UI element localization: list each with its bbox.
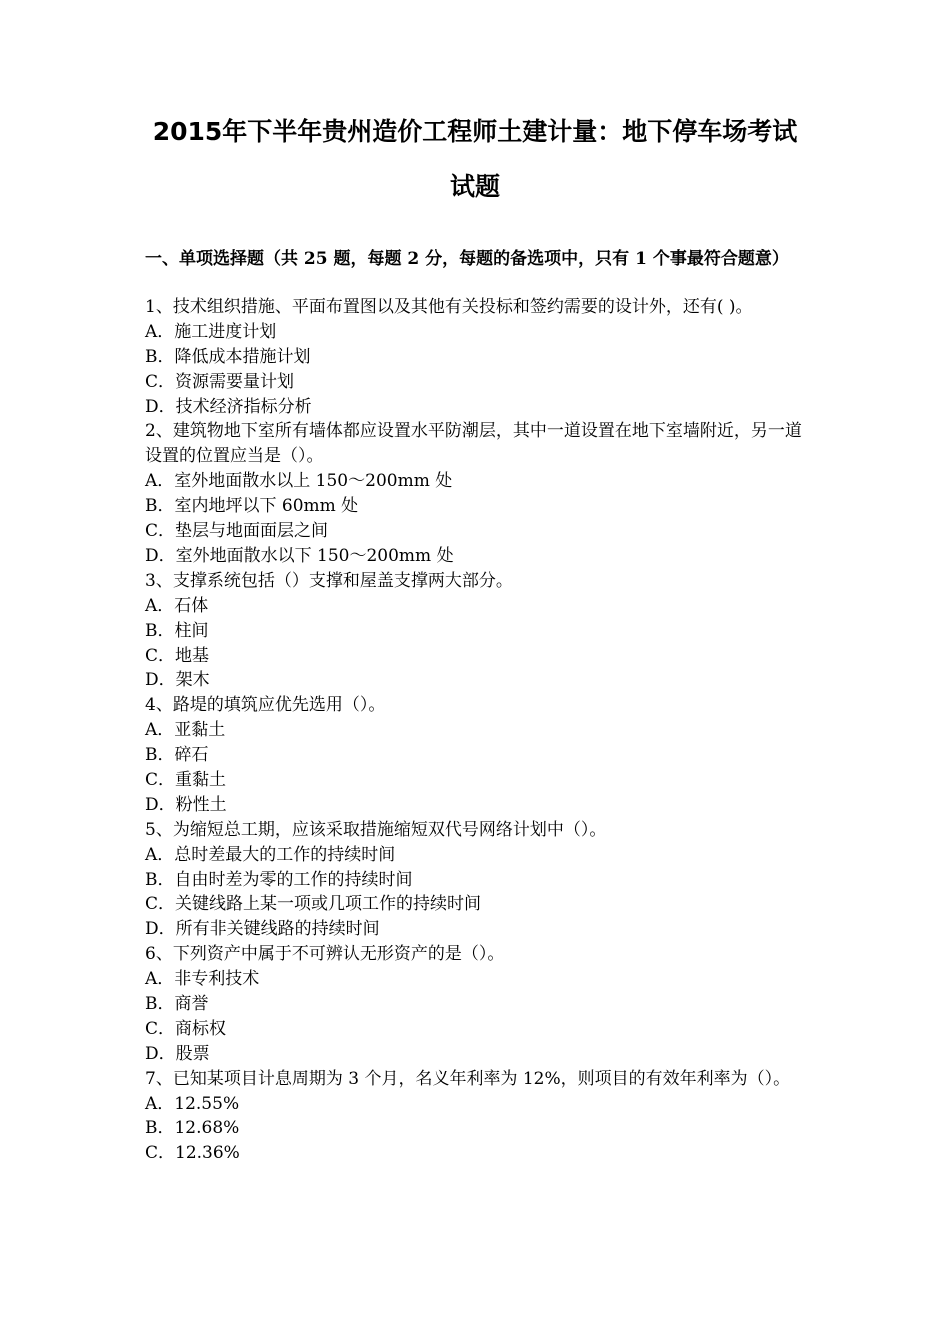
question-list: [145, 295, 813, 1166]
question-stem: 7、已知某项目计息周期为 3 个月，名义年利率为 12%，则项目的有效年利率为（）。: [145, 1068, 791, 1089]
option: B．12.68%: [145, 1118, 240, 1139]
question-stem: 4、路堤的填筑应优先选用（）。: [145, 695, 386, 716]
option: D．粉性土: [145, 794, 227, 815]
option: C．地基: [145, 645, 210, 666]
section-heading: 一、单项选择题（共 25 题，每题 2 分，每题的备选项中，只有 1 个事最符合题意）: [145, 249, 789, 269]
option: B．自由时差为零的工作的持续时间: [145, 869, 413, 890]
document-title-line-1: 2015年下半年贵州造价工程师土建计量：地下停车场考试: [152, 117, 798, 146]
question-stem: 3、支撑系统包括（）支撑和屋盖支撑两大部分。: [145, 570, 513, 591]
option: A．石体: [145, 595, 209, 616]
question-stem: 2、建筑物地下室所有墙体都应设置水平防潮层，其中一道设置在地下室墙附近，另一道设置的位置应当是（）。: [145, 421, 802, 467]
option: C．商标权: [145, 1018, 227, 1039]
question-stem: 5、为缩短总工期，应该采取措施缩短双代号网络计划中（）。: [145, 819, 607, 840]
option: A．非专利技术: [145, 969, 260, 990]
option: D．所有非关键线路的持续时间: [145, 919, 380, 940]
option: A．总时差最大的工作的持续时间: [145, 844, 396, 865]
document-title-line-2: 试题: [449, 172, 500, 201]
option: C．垫层与地面面层之间: [145, 521, 329, 542]
option: C．12.36%: [145, 1143, 240, 1164]
option: C．重黏土: [145, 769, 227, 790]
option: D．室外地面散水以下 150～200mm 处: [145, 545, 454, 566]
option: D．架木: [145, 670, 210, 691]
option: C．资源需要量计划: [145, 371, 295, 392]
option: B．商誉: [145, 993, 209, 1014]
option: D．技术经济指标分析: [145, 396, 312, 417]
option: A．室外地面散水以上 150～200mm 处: [145, 471, 453, 492]
option: B．降低成本措施计划: [145, 346, 311, 367]
option: D．股票: [145, 1043, 210, 1064]
question-stem: 6、下列资产中属于不可辨认无形资产的是（）。: [145, 944, 505, 965]
option: A．亚黏土: [145, 720, 226, 741]
option: B．室内地坪以下 60mm 处: [145, 496, 359, 517]
question-stem: 1、技术组织措施、平面布置图以及其他有关投标和签约需要的设计外，还有( )。: [145, 297, 753, 317]
option: A．12.55%: [145, 1093, 240, 1114]
option: A．施工进度计划: [145, 321, 277, 342]
option: B．柱间: [145, 620, 209, 641]
option: C．关键线路上某一项或几项工作的持续时间: [145, 894, 482, 915]
option: B．碎石: [145, 745, 209, 766]
